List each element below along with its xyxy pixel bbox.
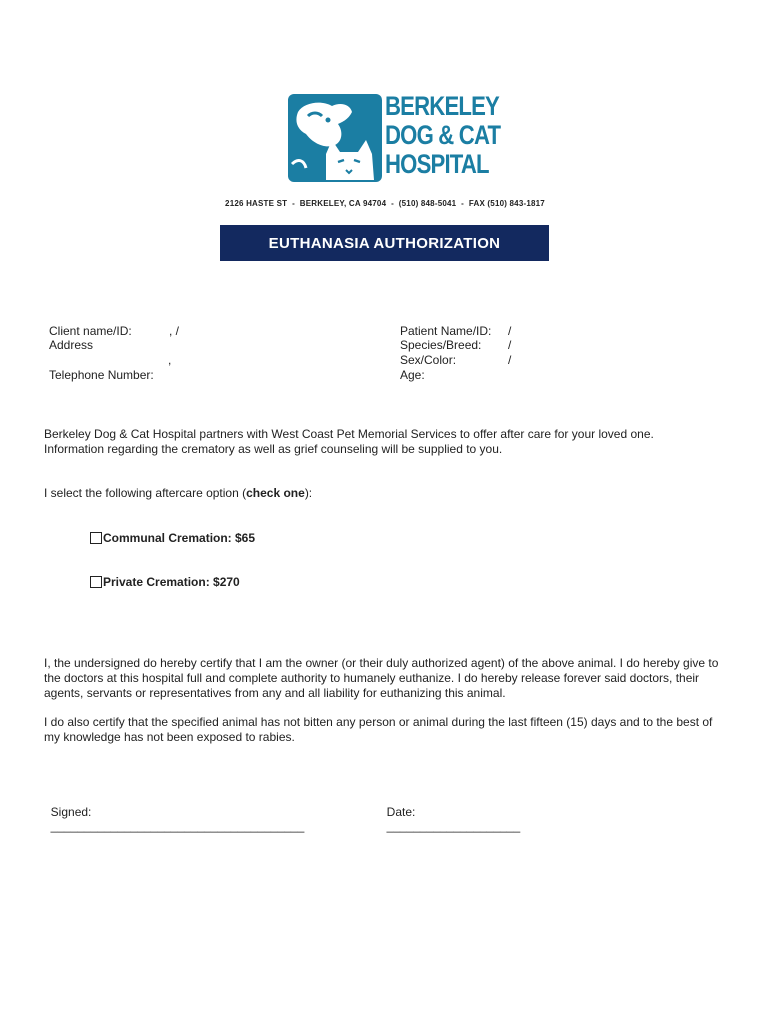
signed-label: Signed:: [50, 804, 92, 819]
communal-label: Communal Cremation: $65: [103, 531, 256, 545]
signed-line[interactable]: ______________________________________: [50, 819, 305, 833]
patient-name-label: Patient Name/ID:: [400, 324, 492, 338]
date-label: Date:: [386, 804, 416, 819]
logo-line-3: HOSPITAL: [385, 149, 489, 179]
option-private[interactable]: [90, 575, 240, 589]
patient-sex-value[interactable]: /: [508, 353, 512, 367]
logo-wordmark: [385, 92, 500, 179]
select-bold: check one: [246, 486, 305, 500]
patient-name-value[interactable]: /: [508, 324, 512, 338]
option-communal[interactable]: [90, 531, 255, 545]
intro-line-2: Information regarding the crematory as well as grief counseling will be supplied to you.: [44, 442, 503, 456]
intro-paragraph: [44, 427, 734, 457]
client-name-value[interactable]: , /: [169, 324, 180, 338]
date-row: [380, 790, 520, 834]
form-title: [220, 225, 549, 261]
certify-paragraph-1: I, the undersigned do hereby certify that I am the owner (or their duly authorized agent) of the above animal. I do hereby give to the doctors at this hospital full and complete authority to humanely euthanize. I do hereby release forever said doctors, their agents, servants or representatives from any and all liability for euthanizing this animal.: [44, 656, 719, 700]
dog-cat-logo-icon: [288, 94, 382, 182]
patient-species-label: Species/Breed:: [400, 338, 482, 352]
select-prefix: I select the following aftercare option (: [44, 486, 247, 500]
client-telephone-label: Telephone Number:: [49, 368, 154, 382]
intro-line-1: Berkeley Dog & Cat Hospital partners with West Coast Pet Memorial Services to offer after care for your loved one.: [44, 427, 654, 441]
hospital-address: 2126 HASTE ST - BERKELEY, CA 94704 - (510) 848-5041 - FAX (510) 843-1817: [225, 199, 545, 208]
logo-line-2: DOG & CAT: [385, 120, 501, 150]
client-address-value[interactable]: ,: [168, 353, 172, 367]
client-address-label: Address: [49, 338, 94, 352]
patient-age-label: Age:: [400, 368, 425, 382]
patient-species-value[interactable]: /: [508, 338, 512, 352]
private-checkbox[interactable]: [90, 576, 102, 588]
logo-line-1: BERKELEY: [385, 91, 500, 121]
certify-paragraph-2: I do also certify that the specified animal has not bitten any person or animal during the last fifteen (15) days and to the best of my knowledge has not been exposed to rabies.: [44, 715, 713, 744]
select-suffix: ):: [304, 486, 313, 500]
client-name-label: Client name/ID:: [49, 324, 132, 338]
select-instruction: [44, 486, 734, 501]
hospital-logo: [288, 91, 501, 184]
private-label: Private Cremation: $270: [103, 575, 240, 589]
form-title-text: EUTHANASIA AUTHORIZATION: [268, 234, 501, 252]
signature-row: [44, 790, 304, 834]
communal-checkbox[interactable]: [90, 532, 102, 544]
date-line[interactable]: ____________________: [386, 819, 521, 833]
patient-sex-label: Sex/Color:: [400, 353, 457, 367]
